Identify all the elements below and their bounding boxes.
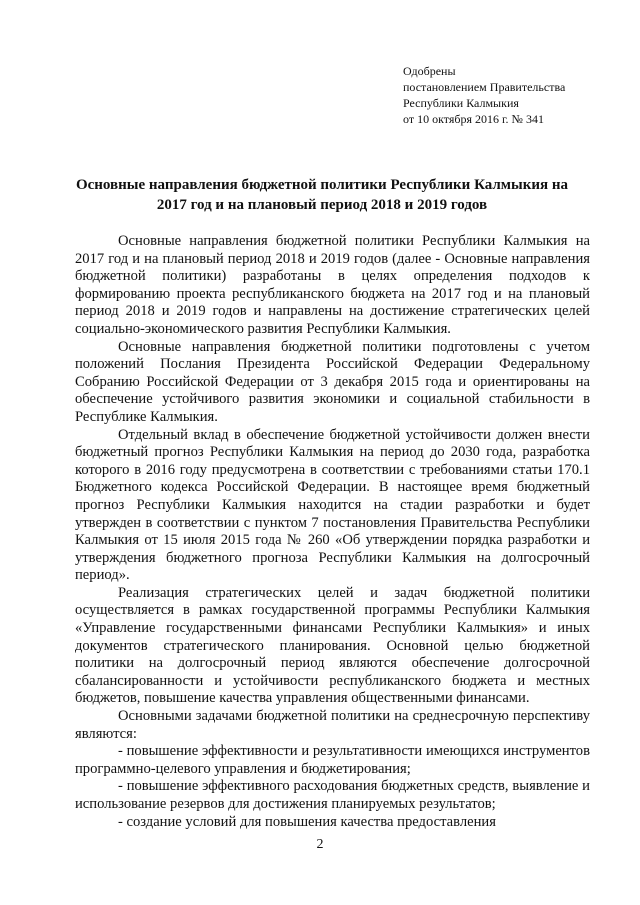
- approval-stamp: [403, 63, 565, 127]
- page-number: 2: [316, 837, 324, 852]
- title-line: 2017 год и на плановый период 2018 и 2019 годов: [156, 197, 488, 213]
- document-title: [66, 175, 578, 215]
- paragraph: Основные направления бюджетной политики подготовлены с учетом положений Послания Президента Российской Федерации Федеральному Собранию Российской Федерации от 3 декабря 2015 года и ориентированы на обеспечение устойчивого развития экономики и социальной стабильности в Республике Калмыкия.: [75, 338, 590, 425]
- list-item: - создание условий для повышения качества предоставления: [118, 813, 496, 830]
- paragraph: Основными задачами бюджетной политики на среднесрочную перспективу являются:: [75, 708, 590, 742]
- approval-line: Республики Калмыкия: [403, 96, 519, 110]
- list-item: - повышение эффективного расходования бюджетных средств, выявление и использование резервов для достижения планируемых результатов;: [75, 778, 590, 812]
- approval-line: Одобрены: [403, 64, 456, 78]
- paragraph: Реализация стратегических целей и задач бюджетной политики осуществляется в рамках государственной программы Республики Калмыкия «Управление государственными финансами Республики Калмыкия» и иных документов стратегического планирования. Основной целью бюджетной политики на долгосрочный период являются обеспечение долгосрочной сбалансированности и устойчивости республиканского бюджета и местных бюджетов, повышение качества управления общественными финансами.: [75, 584, 590, 707]
- list-item: - повышение эффективности и результативности имеющихся инструментов программно-целевого управления и бюджетирования;: [75, 743, 590, 777]
- paragraph: Отдельный вклад в обеспечение бюджетной устойчивости должен внести бюджетный прогноз Республики Калмыкия на период до 2030 года, разработка которого в 2016 году предусмотрена в соответствии с требованиями статьи 170.1 Бюджетного кодекса Российской Федерации. В настоящее время бюджетный прогноз Республики Калмыкия находится на стадии разработки и будет утвержден в соответствии с пунктом 7 постановления Правительства Республики Калмыкия от 15 июля 2015 года № 260 «Об утверждении порядка разработки и утверждения бюджетного прогноза Республики Калмыкия на долгосрочный период».: [75, 426, 590, 584]
- approval-line: постановлением Правительства: [403, 80, 566, 94]
- paragraph: Основные направления бюджетной политики Республики Калмыкия на 2017 год и на плановый период 2018 и 2019 годов (далее - Основные направления бюджетной политики) разработаны в целях определения подходов к формированию проекта республиканского бюджета на 2017 год и на плановый период 2018 и 2019 годов и направлены на достижение стратегических целей социально-экономического развития Республики Калмыкия.: [75, 233, 590, 337]
- title-line: Основные направления бюджетной политики Республики Калмыкия на: [75, 177, 569, 193]
- document-body: [75, 233, 590, 831]
- approval-line: от 10 октября 2016 г. № 341: [403, 112, 545, 126]
